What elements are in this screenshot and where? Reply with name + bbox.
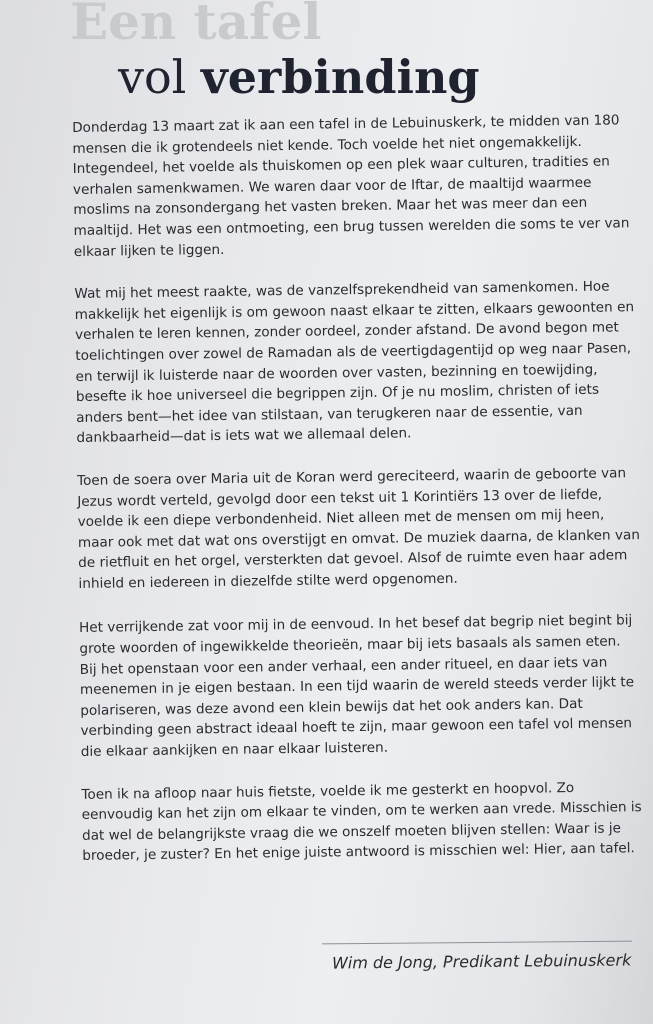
title-word-verbinding: verbinding [201, 50, 480, 104]
title-line-1: Een tafel [70, 0, 322, 51]
paragraph-1: Donderdag 13 maart zat ik aan een tafel in de Lebuinuskerk, te midden van 180 mensen die ik grotendeels niet kende. Toch voelde het niet ongemakkelijk. Integendeel, het voelde als thuiskomen op een plek waar culturen, tradities en verhalen samenkwamen. We waren daar voor de Iftar, de maaltijd waarmee moslims na zonsondergang het vasten breken. Maar het was meer dan een maaltijd. Het was een ontmoeting, een brug tussen werelden die soms te ver van elkaar lijken te liggen. [72, 112, 630, 260]
paragraph-3: Toen de soera over Maria uit de Koran werd gereciteerd, waarin de geboorte van Jezus wordt verteld, gevolgd door een tekst uit 1 Korintiërs 13 over de liefde, voelde ik een diepe verbondenheid. Niet alleen met de mensen om mij heen, maar ook met dat wat ons overstijgt en omvat. De muziek daarna, de klanken van de rietfluit en het orgel, versterkten dat gevoel. Alsof de ruimte even haar adem inhield en iedereen in diezelfde stilte werd opgenomen. [76, 465, 640, 592]
paragraph-5: Toen ik na afloop naar huis fietste, voelde ik me gesterkt en hoopvol. Zo eenvoudig kan het zijn om elkaar te vinden, om te werken aan vrede. Misschien is dat wel de belangrijkste vraag die we onszelf moeten blijven stellen: Waar is je broeder, je zuster? En het enige juiste antwoord is misschien wel: Hier, aan tafel. [81, 779, 642, 865]
title-line-2 [118, 52, 480, 103]
paragraph-4: Het verrijkende zat voor mij in de eenvoud. In het besef dat begrip niet begint bij grote woorden of ingewikkelde theorieën, maar bij iets basaals als samen eten. Bij het openstaan voor een ander verhaal, een ander ritueel, en daar iets van meenemen in je eigen bestaan. In een tijd waarin de wereld steeds verder lijkt te polariseren, was deze avond een klein bewijs dat het ook anders kan. Dat verbinding geen abstract ideaal hoeft te zijn, maar gewoon een tafel vol mensen die elkaar aankijken en naar elkaar luisteren. [79, 612, 635, 760]
paragraph-2: Wat mij het meest raakte, was de vanzelfsprekendheid van samenkomen. Hoe makkelijk het eigenlijk is om gewoon naast elkaar te zitten, elkaars gewoonten en verhalen te leren kennen, zonder oordeel, zonder afstand. De avond begon met toelichtingen over zowel de Ramadan als de veertigdagentijd op weg naar Pasen, en terwijl ik luisterde naar de woorden over vasten, bezinning en toewijding, besefte ik hoe universeel die begrippen zijn. Of je nu moslim, christen of iets anders bent—het idee van stilstaan, van terugkeren naar de essentie, van dankbaarheid—dat is iets wat we allemaal delen. [74, 278, 635, 447]
article-body [72, 110, 645, 889]
author-signature: Wim de Jong, Predikant Lebuinuskerk [331, 950, 632, 973]
title-word-vol: vol [118, 50, 187, 104]
signature-divider [322, 941, 632, 945]
